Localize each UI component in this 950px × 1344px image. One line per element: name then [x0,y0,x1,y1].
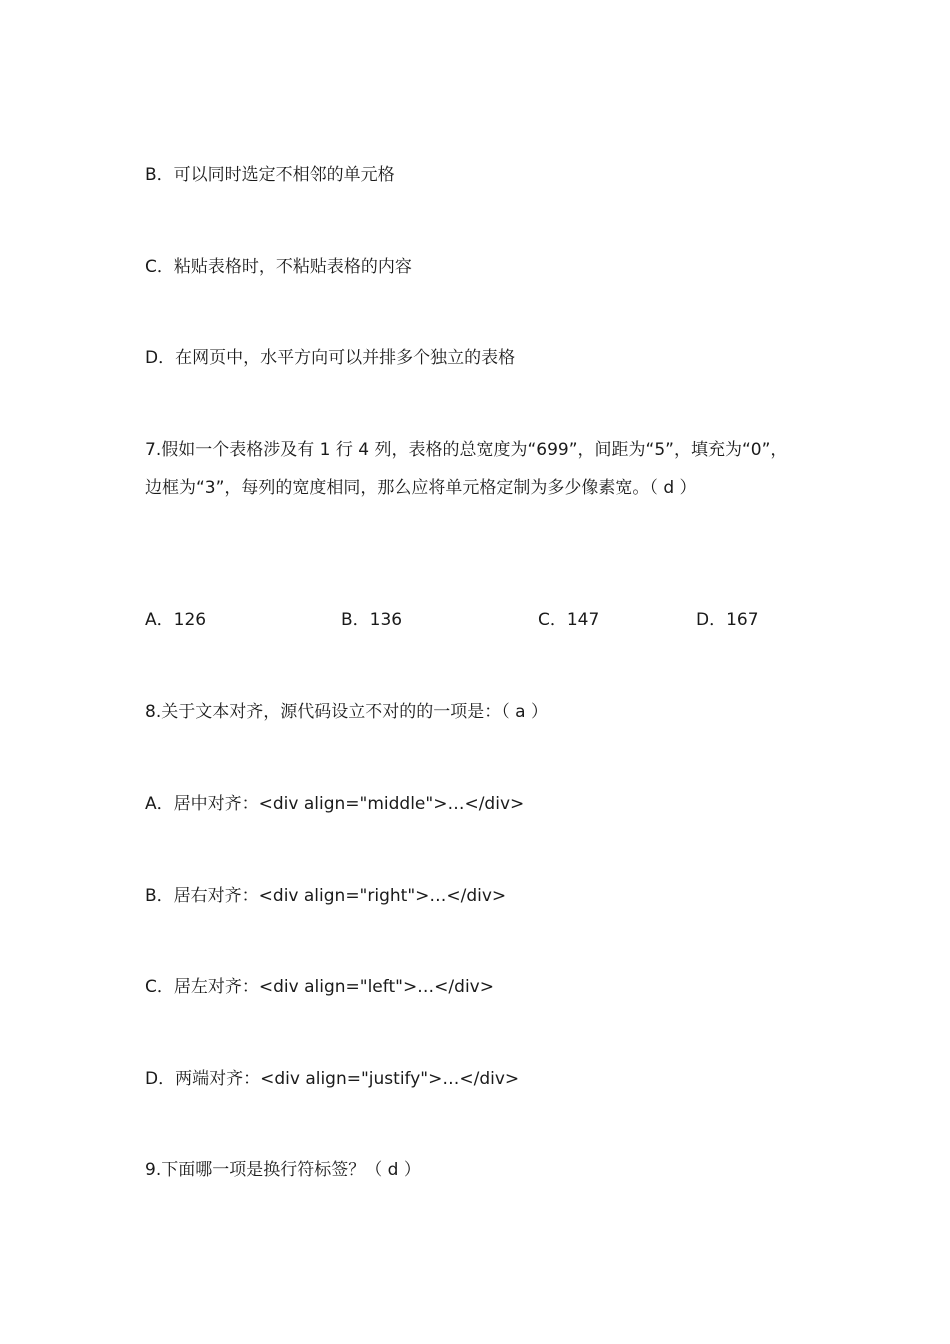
question-8-text: 8.关于文本对齐，源代码设立不对的的一项是：（ a ） [145,702,548,722]
question-7-text: 7.假如一个表格涉及有 1 行 4 列，表格的总宽度为“699”，间距为“5”，填充为“0”，边框为“3”，每列的宽度相同，那么应将单元格定制为多少像素宽。（ d ） [145,440,788,498]
q7-option-d: D．167 [696,610,759,630]
question-9-text: 9.下面哪一项是换行符标签？（ d ） [145,1160,421,1180]
q8-option-a: A．居中对齐：<div align="middle">…</div> [145,794,525,814]
q8-option-c: C．居左对齐：<div align="left">…</div> [145,977,494,997]
question-7-options [145,608,805,632]
q7-option-b: B．136 [341,610,403,630]
q8-option-d: D．两端对齐：<div align="justify">…</div> [145,1069,520,1089]
q7-option-c: C．147 [538,610,600,630]
q8-option-b: B．居右对齐：<div align="right">…</div> [145,886,507,906]
q6-option-c: C．粘贴表格时，不粘贴表格的内容 [145,257,412,277]
q6-option-b: B．可以同时选定不相邻的单元格 [145,165,395,185]
q6-option-d: D．在网页中，水平方向可以并排多个独立的表格 [145,348,516,368]
q7-option-a: A．126 [145,610,207,630]
